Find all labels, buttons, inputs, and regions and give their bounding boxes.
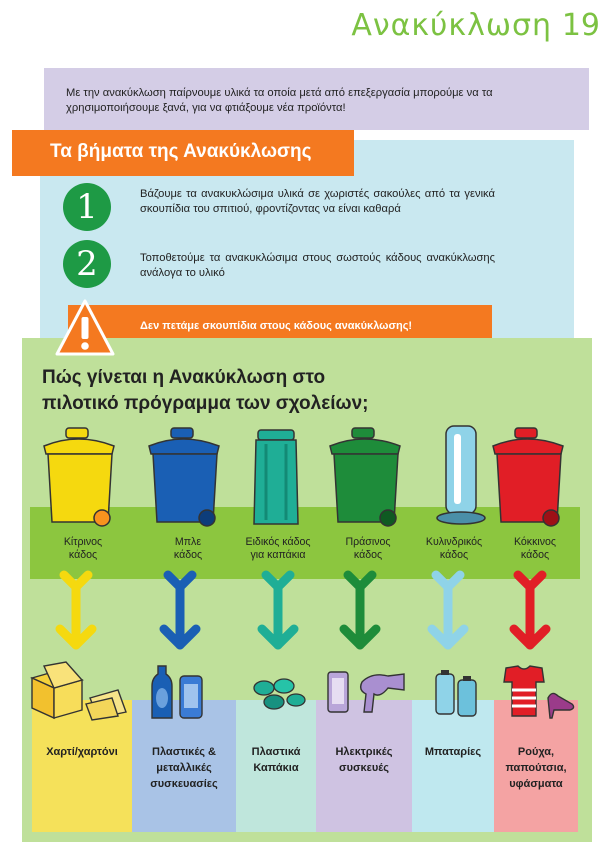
- category-label-batteries-line1: Μπαταρίες: [424, 746, 482, 758]
- bottle-caps-icon: [250, 672, 310, 712]
- cap-bin-icon: [236, 424, 320, 530]
- category-label-clothes-line1: Ρούχα,: [517, 746, 555, 758]
- category-label-caps-line2: Καπάκια: [253, 762, 299, 774]
- program-title: [42, 365, 368, 417]
- category-label-clothes: [486, 744, 586, 792]
- bin-label-caps: [236, 536, 320, 562]
- warning-text: Δεν πετάμε σκουπίδια στους κάδους ανακύκλωσης!: [140, 320, 413, 332]
- page-number: 19: [561, 8, 600, 43]
- category-label-clothes-line3: υφάσματα: [509, 778, 563, 790]
- category-label-packaging: [134, 744, 234, 792]
- bin-label-blue-line2: κάδος: [173, 549, 203, 561]
- bin-label-cylinder: [412, 536, 496, 562]
- step-2-badge: 2: [63, 240, 111, 288]
- category-label-electrical-line2: συσκευές: [339, 762, 389, 774]
- bin-label-yellow-line2: κάδος: [68, 549, 98, 561]
- battery-icon: [430, 664, 486, 720]
- step-2-text: Τοποθετούμε τα ανακυκλώσιμα στους σωστούς κάδους ανακύκλωσης ανάλογα το υλικό: [140, 252, 495, 279]
- bin-label-yellow: [41, 536, 125, 562]
- paper-box-icon: [26, 660, 130, 722]
- warning-icon: [54, 298, 116, 358]
- category-label-electrical: [314, 744, 414, 776]
- bin-label-blue-line1: Μπλε: [174, 536, 202, 548]
- bin-label-red: [493, 536, 577, 562]
- page-title: Ανακύκλωση: [351, 8, 552, 43]
- bin-label-cylinder-line2: κάδος: [439, 549, 469, 561]
- category-label-paper: [32, 744, 132, 760]
- bin-label-blue: [146, 536, 230, 562]
- category-label-paper-line1: Χαρτί/χαρτόνι: [46, 746, 118, 758]
- bottle-can-icon: [146, 660, 226, 722]
- steps-title: Τα βήματα της Ανακύκλωσης: [50, 141, 312, 162]
- bin-label-yellow-line1: Κίτρινος: [63, 536, 103, 548]
- yellow-bin-icon: [38, 426, 122, 530]
- bin-label-caps-line1: Ειδικός κάδος: [245, 536, 311, 548]
- bin-label-green: [326, 536, 410, 562]
- step-1-badge: 1: [63, 183, 111, 231]
- arrow-down-icon: [60, 575, 546, 645]
- category-label-packaging-line3: συσκευασίες: [150, 778, 218, 790]
- bin-label-red-line1: Κόκκινος: [513, 536, 557, 548]
- category-label-electrical-line1: Ηλεκτρικές: [335, 746, 393, 758]
- program-title-line1: Πώς γίνεται η Ανακύκλωση στο: [42, 367, 326, 388]
- category-label-packaging-line2: μεταλλικές: [156, 762, 212, 774]
- category-label-packaging-line1: Πλαστικές &: [152, 746, 216, 758]
- green-bin-icon: [324, 426, 408, 530]
- program-title-line2: πιλοτικό πρόγραμμα των σχολείων;: [42, 393, 369, 414]
- category-label-caps: [226, 744, 326, 776]
- bin-label-cylinder-line1: Κυλινδρικός: [425, 536, 483, 548]
- phone-hairdryer-icon: [324, 664, 410, 720]
- bin-label-red-line2: κάδος: [520, 549, 550, 561]
- bin-label-green-line2: κάδος: [353, 549, 383, 561]
- red-bin-icon: [487, 426, 571, 530]
- category-label-clothes-line2: παπούτσια,: [505, 762, 567, 774]
- step-1-text: Βάζουμε τα ανακυκλώσιμα υλικά σε χωριστές σακούλες από τα γενικά σκουπίδια του σπιτιού, φροντίζοντας να είναι καθαρά: [140, 188, 495, 215]
- bin-label-green-line1: Πράσινος: [345, 536, 391, 548]
- category-label-caps-line1: Πλαστικά: [251, 746, 301, 758]
- clothes-shoe-icon: [496, 662, 578, 722]
- arrows-group: [0, 565, 614, 665]
- bin-label-caps-line2: για καπάκια: [250, 549, 306, 561]
- intro-text: Με την ανακύκλωση παίρνουμε υλικά τα οποία μετά από επεξεργασία μπορούμε να τα χρησιμοποιήσουμε ξανά, για να φτιάξουμε νέα προϊόντα!: [66, 87, 493, 114]
- blue-bin-icon: [143, 426, 227, 530]
